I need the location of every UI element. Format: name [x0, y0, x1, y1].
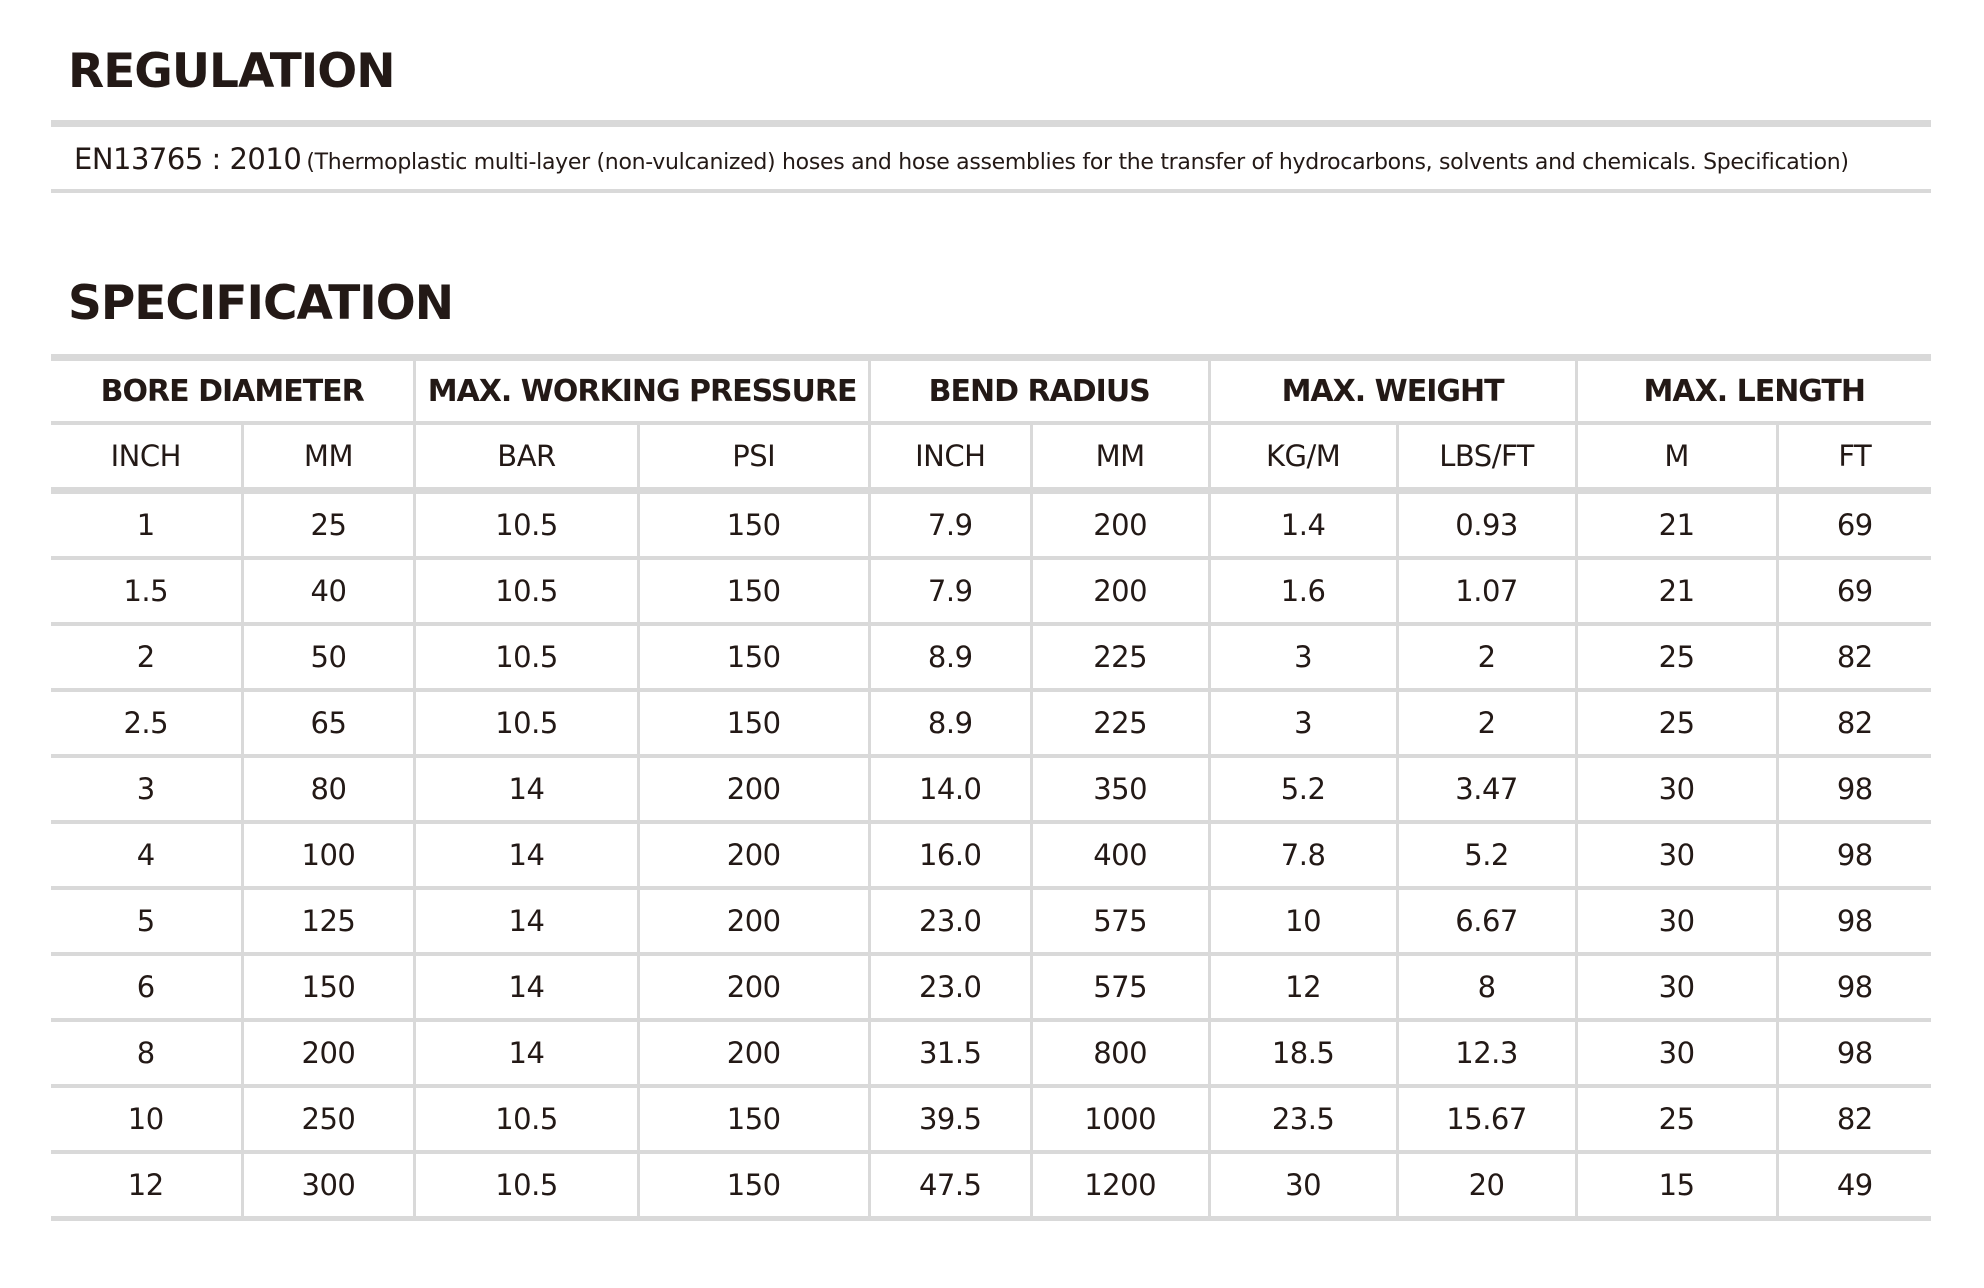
- table-cell: 150: [638, 1152, 869, 1219]
- table-cell: 98: [1777, 954, 1931, 1020]
- table-row: [51, 1086, 1931, 1152]
- regulation-top-divider: [51, 120, 1931, 127]
- table-cell: 30: [1576, 756, 1777, 822]
- table-cell: 1.07: [1397, 558, 1576, 624]
- table-cell: 1000: [1031, 1086, 1209, 1152]
- table-cell: 69: [1777, 491, 1931, 559]
- table-cell: 8: [1397, 954, 1576, 1020]
- table-cell: 200: [1031, 491, 1209, 559]
- table-row: [51, 1020, 1931, 1086]
- table-cell: 14.0: [869, 756, 1031, 822]
- table-cell: 10: [51, 1086, 242, 1152]
- table-cell: 125: [242, 888, 415, 954]
- table-cell: 1.6: [1209, 558, 1397, 624]
- table-row: [51, 491, 1931, 559]
- table-cell: 5.2: [1397, 822, 1576, 888]
- table-cell: 150: [638, 558, 869, 624]
- table-cell: 350: [1031, 756, 1209, 822]
- table-cell: 39.5: [869, 1086, 1031, 1152]
- table-cell: 225: [1031, 690, 1209, 756]
- table-cell: 3: [51, 756, 242, 822]
- table-cell: 10.5: [415, 558, 638, 624]
- table-cell: 15: [1576, 1152, 1777, 1219]
- table-cell: 98: [1777, 756, 1931, 822]
- table-cell: 800: [1031, 1020, 1209, 1086]
- table-cell: 4: [51, 822, 242, 888]
- table-cell: 200: [1031, 558, 1209, 624]
- table-cell: 100: [242, 822, 415, 888]
- table-cell: 1.4: [1209, 491, 1397, 559]
- table-row: [51, 690, 1931, 756]
- unit-header: MM: [1031, 423, 1209, 491]
- table-cell: 30: [1209, 1152, 1397, 1219]
- table-cell: 1200: [1031, 1152, 1209, 1219]
- table-cell: 47.5: [869, 1152, 1031, 1219]
- table-cell: 225: [1031, 624, 1209, 690]
- table-cell: 23.0: [869, 888, 1031, 954]
- table-cell: 575: [1031, 954, 1209, 1020]
- unit-header: INCH: [869, 423, 1031, 491]
- table-cell: 80: [242, 756, 415, 822]
- table-cell: 6.67: [1397, 888, 1576, 954]
- unit-header: MM: [242, 423, 415, 491]
- table-cell: 1: [51, 491, 242, 559]
- table-cell: 7.9: [869, 491, 1031, 559]
- table-cell: 150: [638, 491, 869, 559]
- table-cell: 3: [1209, 690, 1397, 756]
- table-cell: 21: [1576, 558, 1777, 624]
- table-cell: 14: [415, 888, 638, 954]
- table-cell: 10: [1209, 888, 1397, 954]
- table-cell: 40: [242, 558, 415, 624]
- table-cell: 7.8: [1209, 822, 1397, 888]
- table-cell: 0.93: [1397, 491, 1576, 559]
- table-cell: 23.5: [1209, 1086, 1397, 1152]
- table-row: [51, 822, 1931, 888]
- table-cell: 200: [242, 1020, 415, 1086]
- table-cell: 300: [242, 1152, 415, 1219]
- table-cell: 25: [1576, 1086, 1777, 1152]
- table-cell: 12: [1209, 954, 1397, 1020]
- table-cell: 10.5: [415, 1152, 638, 1219]
- table-cell: 200: [638, 822, 869, 888]
- table-cell: 2: [1397, 690, 1576, 756]
- table-cell: 8.9: [869, 624, 1031, 690]
- table-cell: 575: [1031, 888, 1209, 954]
- table-cell: 30: [1576, 888, 1777, 954]
- unit-header: M: [1576, 423, 1777, 491]
- table-cell: 30: [1576, 954, 1777, 1020]
- table-cell: 150: [638, 1086, 869, 1152]
- regulation-code: EN13765 : 2010: [74, 142, 302, 176]
- table-cell: 250: [242, 1086, 415, 1152]
- specification-table-body: [51, 491, 1931, 1219]
- table-cell: 23.0: [869, 954, 1031, 1020]
- table-cell: 2: [1397, 624, 1576, 690]
- table-cell: 25: [1576, 624, 1777, 690]
- table-cell: 98: [1777, 888, 1931, 954]
- table-cell: 14: [415, 756, 638, 822]
- regulation-title: REGULATION: [68, 44, 395, 99]
- group-header-max-working-pressure: MAX. WORKING PRESSURE: [415, 358, 869, 424]
- group-header-max-length: MAX. LENGTH: [1576, 358, 1931, 424]
- table-cell: 31.5: [869, 1020, 1031, 1086]
- table-cell: 98: [1777, 1020, 1931, 1086]
- table-cell: 7.9: [869, 558, 1031, 624]
- table-cell: 14: [415, 1020, 638, 1086]
- specification-title: SPECIFICATION: [68, 276, 454, 331]
- table-row: [51, 1152, 1931, 1219]
- table-cell: 5.2: [1209, 756, 1397, 822]
- table-cell: 12.3: [1397, 1020, 1576, 1086]
- table-cell: 5: [51, 888, 242, 954]
- table-cell: 25: [242, 491, 415, 559]
- group-header-bend-radius: BEND RADIUS: [869, 358, 1209, 424]
- table-row: [51, 756, 1931, 822]
- group-header-max-weight: MAX. WEIGHT: [1209, 358, 1576, 424]
- table-cell: 3.47: [1397, 756, 1576, 822]
- table-cell: 82: [1777, 1086, 1931, 1152]
- table-cell: 8.9: [869, 690, 1031, 756]
- table-cell: 10.5: [415, 690, 638, 756]
- table-cell: 82: [1777, 690, 1931, 756]
- group-header-row: [51, 358, 1931, 424]
- table-cell: 10.5: [415, 1086, 638, 1152]
- table-cell: 16.0: [869, 822, 1031, 888]
- unit-header: PSI: [638, 423, 869, 491]
- table-cell: 200: [638, 888, 869, 954]
- regulation-description: (Thermoplastic multi-layer (non-vulcanized) hoses and hose assemblies for the transfer of hydrocarbons, solvents and chemicals. Specification): [306, 150, 1849, 175]
- table-cell: 6: [51, 954, 242, 1020]
- table-cell: 150: [242, 954, 415, 1020]
- table-cell: 82: [1777, 624, 1931, 690]
- unit-header: LBS/FT: [1397, 423, 1576, 491]
- specification-table: [51, 354, 1931, 1221]
- table-cell: 3: [1209, 624, 1397, 690]
- table-cell: 200: [638, 756, 869, 822]
- table-cell: 1.5: [51, 558, 242, 624]
- regulation-line: [74, 142, 1934, 176]
- table-cell: 12: [51, 1152, 242, 1219]
- table-cell: 150: [638, 624, 869, 690]
- unit-header: BAR: [415, 423, 638, 491]
- unit-header: KG/M: [1209, 423, 1397, 491]
- table-row: [51, 558, 1931, 624]
- table-row: [51, 888, 1931, 954]
- table-cell: 10.5: [415, 491, 638, 559]
- table-cell: 21: [1576, 491, 1777, 559]
- table-cell: 18.5: [1209, 1020, 1397, 1086]
- table-cell: 8: [51, 1020, 242, 1086]
- table-cell: 2.5: [51, 690, 242, 756]
- table-row: [51, 954, 1931, 1020]
- table-cell: 69: [1777, 558, 1931, 624]
- unit-header-row: [51, 423, 1931, 491]
- table-cell: 2: [51, 624, 242, 690]
- unit-header: FT: [1777, 423, 1931, 491]
- table-cell: 14: [415, 954, 638, 1020]
- regulation-bottom-divider: [51, 189, 1931, 193]
- table-cell: 30: [1576, 822, 1777, 888]
- table-cell: 200: [638, 954, 869, 1020]
- table-cell: 150: [638, 690, 869, 756]
- unit-header: INCH: [51, 423, 242, 491]
- table-cell: 10.5: [415, 624, 638, 690]
- table-cell: 98: [1777, 822, 1931, 888]
- table-cell: 14: [415, 822, 638, 888]
- table-cell: 50: [242, 624, 415, 690]
- table-cell: 25: [1576, 690, 1777, 756]
- table-cell: 30: [1576, 1020, 1777, 1086]
- table-cell: 65: [242, 690, 415, 756]
- table-cell: 15.67: [1397, 1086, 1576, 1152]
- table-row: [51, 624, 1931, 690]
- table-cell: 49: [1777, 1152, 1931, 1219]
- group-header-bore-diameter: BORE DIAMETER: [51, 358, 415, 424]
- table-cell: 200: [638, 1020, 869, 1086]
- table-cell: 400: [1031, 822, 1209, 888]
- table-cell: 20: [1397, 1152, 1576, 1219]
